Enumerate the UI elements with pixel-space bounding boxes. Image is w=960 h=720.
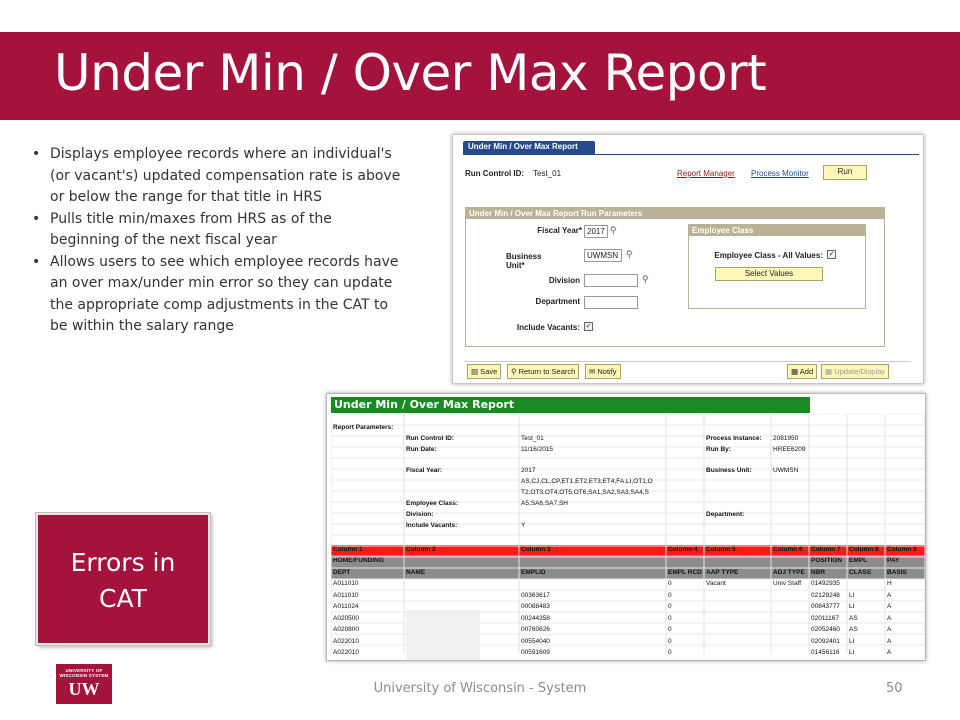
param-fiscal-year-label: Fiscal Year:	[406, 467, 443, 474]
table-row-cell: 00843777	[811, 603, 840, 610]
table-row-cell: 0	[668, 649, 672, 656]
table-row-cell: A	[887, 649, 892, 656]
param-run-control-label: Run Control ID:	[406, 435, 455, 442]
run-control-label: Run Control ID:	[465, 169, 525, 178]
update-icon: ▦	[825, 367, 833, 376]
title-banner	[0, 32, 960, 120]
table-row-cell: 02129248	[811, 591, 840, 599]
update-display-button[interactable]	[821, 364, 889, 379]
column-number-cell: Column 3	[521, 546, 551, 553]
header-top-cell: PAY	[887, 557, 900, 564]
column-number-cell: Column 7	[811, 546, 841, 553]
param-department-label: Department:	[706, 511, 745, 518]
page-toolbar	[465, 361, 911, 379]
param-division-label: Division:	[406, 511, 434, 518]
add-icon: ▦	[791, 367, 799, 376]
department-label: Department	[535, 297, 580, 306]
table-row-cell: 01456116	[811, 649, 840, 656]
employee-class-all-label: Employee Class - All Values:	[714, 251, 823, 260]
redacted-names	[406, 610, 480, 661]
table-row-cell: 0	[668, 614, 672, 622]
bullet-list	[32, 144, 404, 338]
table-row-cell: A	[887, 637, 892, 645]
header-top-cell: POSITION	[811, 557, 843, 564]
param-run-control-value: Test_01	[521, 435, 544, 442]
table-row-cell: LI	[849, 649, 855, 656]
table-row-cell: A	[887, 591, 892, 599]
param-employee-class-line1: AS,CJ,CL,CP,ET1,ET2,ET3,ET4,FA,LI,OT1,O	[521, 478, 653, 485]
table-row-cell: LI	[849, 637, 855, 645]
logo-text-line1: UNIVERSITY OF	[65, 668, 103, 673]
run-control-value: Test_01	[533, 169, 562, 178]
report-title: Under Min / Over Max Report	[331, 397, 810, 413]
business-unit-lookup-icon[interactable]: ⚲	[626, 249, 633, 259]
header-bottom-cell: BASIS	[887, 569, 907, 576]
table-row-cell: Vacant	[706, 580, 726, 587]
table-row-cell: A020500	[333, 614, 360, 622]
param-run-by-value: HREE6209	[773, 446, 806, 453]
table-row-cell: 00591609	[521, 649, 550, 656]
table-row-cell: LI	[849, 603, 855, 610]
logo-mark: UW	[68, 679, 100, 699]
add-button-label: Add	[799, 367, 814, 376]
column-number-cell: Column 2	[406, 546, 436, 553]
param-run-date-label: Run Date:	[406, 446, 437, 453]
column-number-cell: Column 6	[773, 546, 803, 553]
table-row-cell: A	[887, 614, 892, 622]
callout-line1: Errors in	[70, 548, 176, 577]
param-run-by-label: Run By:	[706, 446, 731, 453]
bullet-item: • Pulls title min/maxes from HRS as of the beginning of the next fiscal year	[32, 209, 404, 252]
column-number-cell: Column 8	[849, 546, 879, 553]
table-row-cell: 0	[668, 603, 672, 610]
callout-line2: CAT	[99, 584, 147, 613]
report-manager-link[interactable]: Report Manager	[677, 169, 735, 178]
param-process-instance-label: Process Instance:	[706, 435, 762, 442]
header-bottom-cell: NAME	[406, 569, 426, 576]
param-business-unit-label: Business Unit:	[706, 467, 752, 474]
table-row-cell: A	[887, 603, 892, 610]
table-row-cell: A020800	[333, 626, 360, 633]
table-row-cell: 0	[668, 637, 672, 645]
table-row-cell: A011010	[333, 580, 359, 587]
param-include-vacants-value: Y	[521, 522, 526, 529]
save-button-label: Save	[480, 367, 498, 376]
header-top-cell: EMPL	[849, 557, 868, 564]
param-include-vacants-label: Include Vacants:	[406, 522, 458, 529]
fiscal-year-label: Fiscal Year*	[537, 226, 582, 235]
department-input[interactable]	[584, 296, 638, 309]
param-employee-class-line2: T2,OT3,OT4,OT5,OT6,SA1,SA2,SA3,SA4,S	[521, 489, 649, 496]
business-unit-label-line2: Unit*	[506, 261, 525, 270]
column-number-cell: Column 9	[887, 546, 917, 553]
peoplesoft-run-control-screenshot	[452, 134, 924, 384]
return-to-search-label: Return to Search	[518, 367, 576, 376]
header-top-cell: HOME/FUNDING	[333, 557, 384, 564]
run-button[interactable]: Run	[823, 165, 867, 180]
employee-class-header: Employee Class	[689, 225, 865, 236]
business-unit-label	[506, 252, 562, 270]
run-parameters-header: Under Min / Over Max Report Run Parameters	[466, 208, 884, 219]
division-lookup-icon[interactable]: ⚲	[642, 274, 649, 284]
param-run-date-value: 11/16/2015	[521, 446, 554, 453]
report-spreadsheet-screenshot	[326, 393, 926, 661]
logo-text-line2: WISCONSIN SYSTEM	[59, 673, 109, 678]
header-bottom-cell: NBR	[811, 569, 826, 576]
search-icon: ⚲	[511, 367, 517, 376]
select-values-button[interactable]: Select Values	[715, 267, 823, 281]
table-row-cell: 0	[668, 580, 672, 587]
division-label: Division	[548, 276, 580, 285]
header-bottom-cell: CLASS	[849, 569, 872, 576]
param-employee-class-label: Employee Class:	[406, 500, 459, 507]
table-row-cell: 02092401	[811, 637, 840, 645]
business-unit-input[interactable]: UWMSN	[584, 249, 622, 262]
table-row-cell: AS	[849, 626, 858, 633]
footer-text: University of Wisconsin - System	[373, 681, 587, 696]
errors-in-cat-callout	[36, 513, 210, 645]
envelope-icon: ✉	[589, 367, 596, 376]
fiscal-year-input[interactable]: 2017	[584, 225, 608, 238]
bullet-item: • Displays employee records where an individual's (or vacant's) updated compensation rate is above or below the range for that title in HRS	[32, 144, 404, 209]
table-row-cell: A022010	[333, 637, 360, 645]
param-process-instance-value: 2081950	[773, 435, 799, 442]
process-monitor-link[interactable]: Process Monitor	[751, 169, 809, 178]
param-fiscal-year-value: 2017	[521, 467, 536, 474]
business-unit-label-line1: Business	[506, 252, 542, 261]
fiscal-year-lookup-icon[interactable]: ⚲	[610, 225, 617, 235]
column-number-cell: Column 5	[706, 546, 736, 553]
save-button[interactable]	[467, 364, 501, 379]
column-number-cell: Column 4	[668, 546, 698, 553]
table-row-cell: AS	[849, 614, 858, 622]
table-row-cell: 02052460	[811, 626, 840, 633]
slide-title: Under Min / Over Max Report	[54, 44, 767, 102]
table-row-cell: A011024	[333, 603, 359, 610]
table-row-cell: 0	[668, 626, 672, 633]
table-row-cell: Univ Staff	[773, 580, 802, 587]
report-parameters-label: Report Parameters:	[333, 424, 394, 431]
column-number-cell: Column 1	[333, 546, 363, 553]
run-parameters-group	[465, 207, 885, 347]
table-row-cell: 00363617	[521, 591, 550, 599]
employee-class-group	[688, 224, 866, 309]
header-bottom-cell: EMPL RCD	[668, 569, 702, 576]
table-row-cell: 00244358	[521, 614, 550, 622]
return-to-search-button[interactable]	[507, 364, 579, 379]
table-row-cell: H	[887, 580, 892, 587]
notify-button[interactable]	[585, 364, 621, 379]
table-row-cell: A011010	[333, 591, 359, 599]
header-bottom-cell: DEPT	[333, 569, 351, 576]
table-row-cell: 0	[668, 591, 672, 599]
save-icon: ▤	[471, 367, 479, 376]
bullet-item: • Allows users to see which employee records have an over max/under min error so they can update the appropriate comp adjustments in the CAT to be within the salary range	[32, 252, 404, 338]
table-row-cell: A022010	[333, 649, 360, 656]
tab-under-min-over-max[interactable]: Under Min / Over Max Report	[463, 141, 595, 154]
table-row-cell: 02011167	[811, 614, 839, 622]
table-row-cell: 00554040	[521, 637, 550, 645]
header-bottom-cell: ADJ TYPE	[773, 569, 805, 576]
table-row-cell: A	[887, 626, 892, 633]
include-vacants-checkbox[interactable]: ✓	[585, 323, 592, 330]
page-number: 50	[886, 681, 903, 696]
update-display-label: Update/Display	[834, 367, 886, 376]
table-row-cell: LI	[849, 591, 855, 599]
division-input[interactable]	[584, 274, 638, 287]
header-bottom-cell: AAP TYPE	[706, 569, 739, 576]
param-business-unit-value: UWMSN	[773, 467, 799, 474]
header-bottom-cell: EMPLID	[521, 569, 546, 576]
employee-class-all-checkbox[interactable]: ✓	[828, 251, 835, 258]
table-row-cell: 00088483	[521, 603, 550, 610]
table-row-cell: 01492935	[811, 580, 840, 587]
tab-underline	[463, 154, 919, 155]
notify-button-label: Notify	[597, 367, 617, 376]
param-employee-class-line3: A5,SA6,SA7,SH	[521, 500, 568, 507]
include-vacants-label: Include Vacants:	[516, 323, 580, 332]
add-button[interactable]	[787, 364, 817, 379]
table-row-cell: 00760626	[521, 626, 550, 633]
